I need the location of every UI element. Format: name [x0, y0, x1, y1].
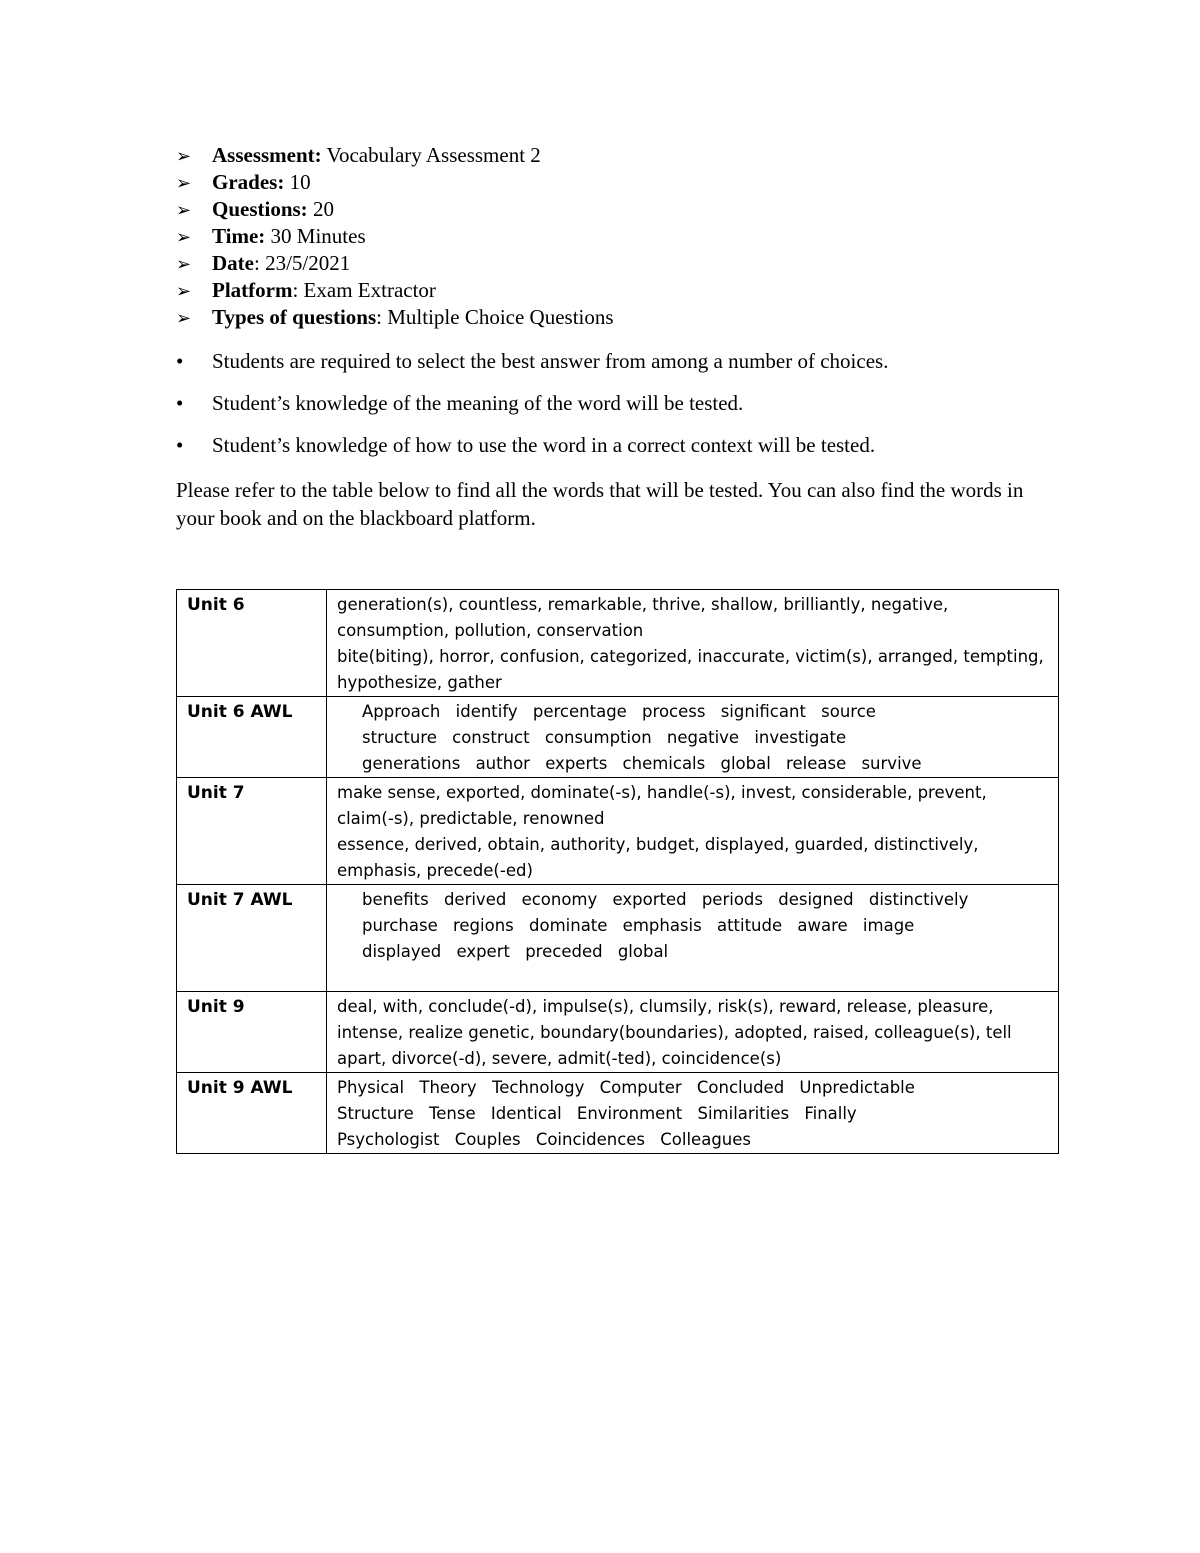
table-row	[177, 992, 1059, 1073]
assessment-details	[176, 142, 614, 331]
detail-time: ➢ Time: 30 Minutes	[176, 223, 614, 250]
word-line: generation(s), countless, remarkable, thrive, shallow, brilliantly, negative, consumption, pollution, conservation	[337, 595, 949, 640]
unit-name-cell: Unit 9	[177, 992, 327, 1073]
unit-name-cell: Unit 9 AWL	[177, 1073, 327, 1154]
arrow-bullet-icon: ➢	[176, 200, 192, 221]
word-line: benefits derived economy exported periods designed distinctively	[362, 890, 969, 909]
unit-name-cell: Unit 6 AWL	[177, 697, 327, 778]
word-line: Approach identify percentage process significant source	[362, 702, 876, 721]
list-item: • Students are required to select the best answer from among a number of choices.	[176, 346, 888, 388]
unit-words-cell	[327, 697, 1059, 778]
detail-questions: ➢ Questions: 20	[176, 196, 614, 223]
word-line: deal, with, conclude(-d), impulse(s), clumsily, risk(s), reward, release, pleasure, intense, realize genetic, boundary(boundaries), adopted, raised, colleague(s), tell apart, divorce(-d), severe, admit(-ted), coincidence(s)	[337, 997, 1012, 1068]
table-row	[177, 885, 1059, 992]
word-line: Structure Tense Identical Environment Similarities Finally	[337, 1104, 857, 1123]
intro-paragraph: Please refer to the table below to find all the words that will be tested. You can also find the words in your book and on the blackboard platform.	[176, 478, 1024, 530]
word-line: bite(biting), horror, confusion, categorized, inaccurate, victim(s), arranged, tempting, hypothesize, gather	[337, 647, 1044, 692]
detail-date: ➢ Date: 23/5/2021	[176, 250, 614, 277]
word-line: make sense, exported, dominate(-s), handle(-s), invest, considerable, prevent, claim(-s), predictable, renowned	[337, 783, 987, 828]
word-line: generations author experts chemicals global release survive	[362, 754, 922, 773]
word-line: essence, derived, obtain, authority, budget, displayed, guarded, distinctively, emphasis, precede(-ed)	[337, 835, 979, 880]
detail-assessment: ➢ Assessment: Vocabulary Assessment 2	[176, 142, 614, 169]
detail-grades: ➢ Grades: 10	[176, 169, 614, 196]
arrow-bullet-icon: ➢	[176, 308, 192, 329]
unit-name-cell: Unit 7	[177, 778, 327, 885]
arrow-bullet-icon: ➢	[176, 173, 192, 194]
list-item: • Student’s knowledge of how to use the word in a correct context will be tested.	[176, 430, 888, 472]
word-line: purchase regions dominate emphasis attitude aware image	[362, 916, 915, 935]
unit-words-cell	[327, 590, 1059, 697]
arrow-bullet-icon: ➢	[176, 146, 192, 167]
word-line: displayed expert preceded global	[362, 942, 669, 961]
arrow-bullet-icon: ➢	[176, 281, 192, 302]
unit-name-cell: Unit 7 AWL	[177, 885, 327, 992]
word-line: Physical Theory Technology Computer Concluded Unpredictable	[337, 1078, 915, 1097]
arrow-bullet-icon: ➢	[176, 227, 192, 248]
table-row	[177, 1073, 1059, 1154]
list-item: • Student’s knowledge of the meaning of the word will be tested.	[176, 388, 888, 430]
table-row	[177, 697, 1059, 778]
unit-words-cell	[327, 778, 1059, 885]
unit-words-cell	[327, 885, 1059, 992]
unit-words-cell	[327, 992, 1059, 1073]
bullet-dot-icon: •	[176, 391, 184, 415]
word-line: Psychologist Couples Coincidences Colleagues	[337, 1130, 752, 1149]
table-row	[177, 590, 1059, 697]
word-line: structure construct consumption negative investigate	[362, 728, 847, 747]
vocabulary-table	[176, 589, 1059, 1154]
arrow-bullet-icon: ➢	[176, 254, 192, 275]
detail-platform: ➢ Platform: Exam Extractor	[176, 277, 614, 304]
detail-question-types: ➢ Types of questions: Multiple Choice Questions	[176, 304, 614, 331]
unit-words-cell	[327, 1073, 1059, 1154]
bullet-dot-icon: •	[176, 349, 184, 373]
bullet-dot-icon: •	[176, 433, 184, 457]
unit-name-cell: Unit 6	[177, 590, 327, 697]
table-row	[177, 778, 1059, 885]
instruction-bullets	[176, 346, 888, 472]
